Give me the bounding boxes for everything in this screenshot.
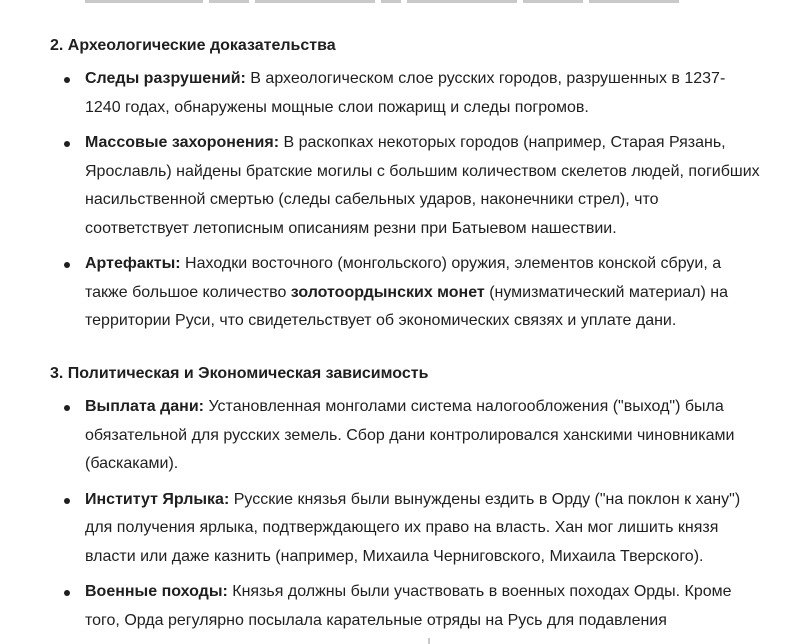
section-political-economic-dependence (50, 363, 760, 635)
item-title: Следы разрушений: (85, 70, 246, 87)
item-title: Артефакты: (85, 255, 181, 272)
clipped-next-text (428, 638, 430, 644)
clipped-previous-text (85, 0, 745, 4)
list-item (50, 129, 760, 243)
item-title: Выплата дани: (85, 398, 205, 415)
item-text: Находки восточного (монгольского) оружия, элементов конской сбруи, а также большое количество (85, 255, 722, 301)
list-item (50, 65, 760, 122)
item-text: Установленная монголами система налогообложения ("выход") была обязательной для русских земель. Сбор дани контролировался ханскими чиновниками (баскаками). (85, 398, 735, 472)
bullet-icon (64, 262, 70, 268)
bullet-icon (64, 141, 70, 147)
item-title: Массовые захоронения: (85, 134, 280, 151)
section-title: 3. Политическая и Экономическая зависимость (50, 365, 429, 382)
item-title: Военные походы: (85, 583, 228, 600)
list-item (50, 250, 760, 336)
section-archaeological-evidence (50, 35, 760, 336)
bullet-list (50, 65, 760, 336)
bullet-list (50, 393, 760, 635)
bullet-icon (64, 405, 70, 411)
bullet-icon (64, 498, 70, 504)
item-text: Русские князья были вынуждены ездить в Орду ("на поклон к хану") для получения ярлыка, подтверждающего их право на власть. Хан мог лишить князя власти или даже казнить (например, Михаила Черниговского, Михаила Тверского). (85, 490, 741, 565)
item-text: В археологическом слое русских городов, разрушенных в 1237-1240 годах, обнаружены мощные слои пожарищ и следы погромов. (85, 70, 726, 116)
bullet-icon (64, 77, 70, 83)
section-title: 2. Археологические доказательства (50, 37, 336, 54)
item-emphasis: золотоордынских монет (290, 283, 485, 301)
item-text: (нумизматический материал) на территории Руси, что свидетельствует об экономических связях и уплате дани. (85, 283, 728, 329)
bullet-icon (64, 590, 70, 596)
item-text: В раскопках некоторых городов (например, Старая Рязань, Ярославль) найдены братские могилы с большим количеством скелетов людей, погибших насильственной смертью (следы сабельных ударов, наконечники стрел), что соответствует летописным описаниям резни при Батыевом нашествии. (85, 134, 760, 237)
list-item (50, 393, 760, 479)
list-item (50, 486, 760, 572)
item-title: Институт Ярлыка: (85, 490, 230, 508)
item-text: Князья должны были участвовать в военных походах Орды. Кроме того, Орда регулярно посылала карательные отряды на Русь для подавления (85, 583, 732, 629)
list-item (50, 578, 760, 635)
